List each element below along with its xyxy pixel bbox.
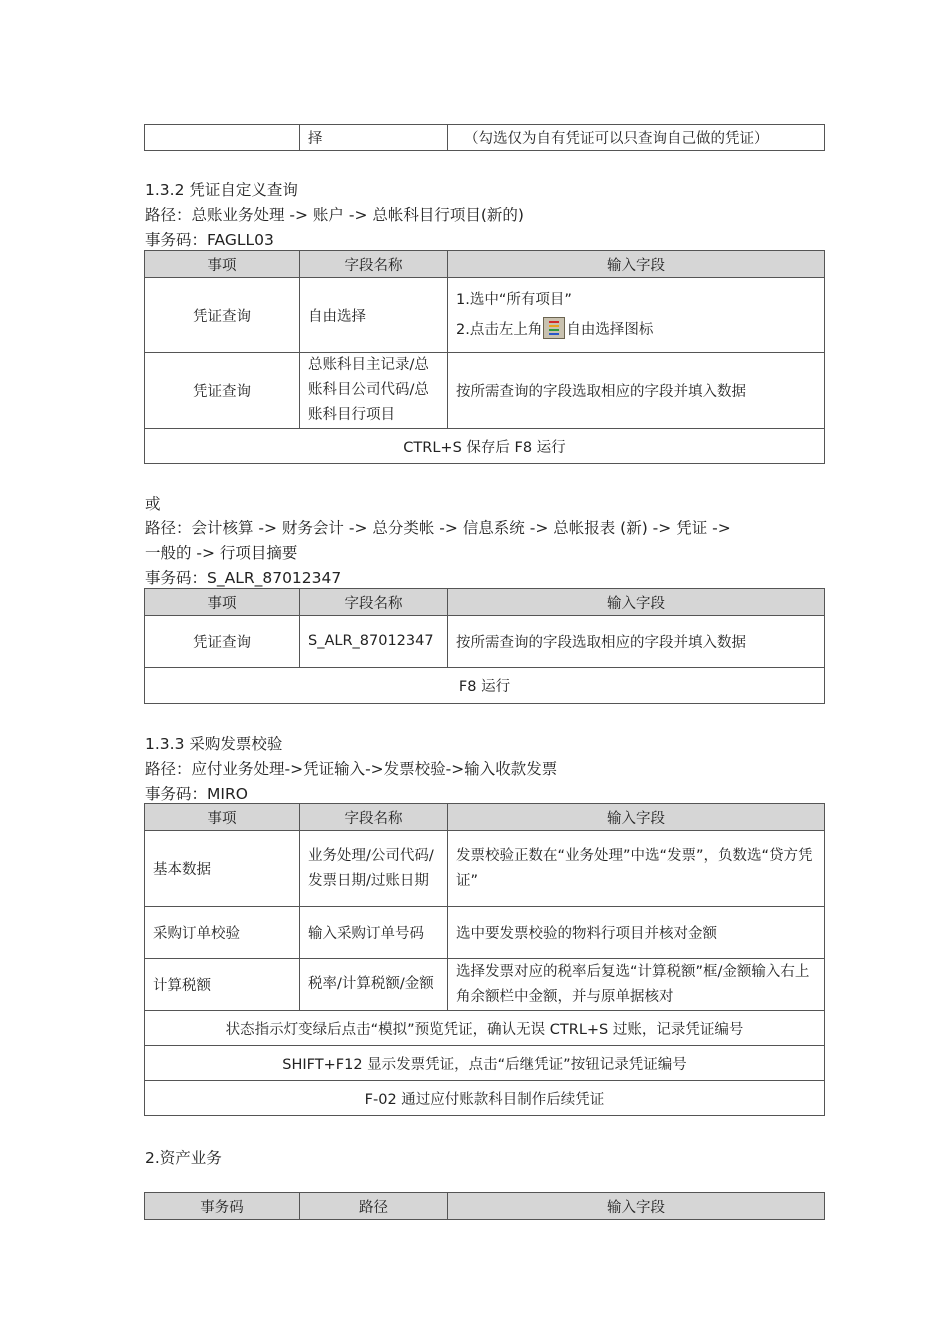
cell-field: 总账科目主记录/总账科目公司代码/总账科目行项目 bbox=[300, 353, 448, 429]
cell-input: 按所需查询的字段选取相应的字段并填入数据 bbox=[448, 353, 825, 429]
header-input: 输入字段 bbox=[448, 804, 825, 831]
table-note-row bbox=[145, 1081, 825, 1116]
table-note-row bbox=[145, 1046, 825, 1081]
section-heading-2: 2.资产业务 bbox=[145, 1149, 222, 1167]
input-line-2-prefix: 2.点击左上角 bbox=[456, 321, 543, 338]
cell-item: 凭证查询 bbox=[145, 353, 300, 429]
cell-item: 计算税额 bbox=[145, 959, 300, 1011]
cell-field: 税率/计算税额/金额 bbox=[300, 959, 448, 1011]
top-cell-input: （勾选仅为自有凭证可以只查询自己做的凭证） bbox=[448, 125, 825, 151]
table-alt bbox=[144, 588, 825, 704]
section-heading-1-3-3: 1.3.3 采购发票校验 bbox=[145, 735, 283, 753]
header-tcode: 事务码 bbox=[145, 1193, 300, 1220]
tcode-text: 事务码：FAGLL03 bbox=[145, 231, 274, 249]
table-row bbox=[145, 831, 825, 907]
cell-field: 自由选择 bbox=[300, 278, 448, 353]
note-text: 状态指示灯变绿后点击“模拟”预览凭证，确认无误 CTRL+S 过账，记录凭证编号 bbox=[145, 1011, 825, 1046]
free-selection-icon bbox=[543, 317, 565, 339]
path-text: 路径：应付业务处理->凭证输入->发票校验->输入收款发票 bbox=[145, 760, 558, 778]
header-item: 事项 bbox=[145, 589, 300, 616]
table-1-3-3 bbox=[144, 803, 825, 1116]
input-line-1: 1.选中“所有项目” bbox=[456, 291, 572, 308]
cell-input bbox=[448, 278, 825, 353]
path-text: 路径：总账业务处理 -> 账户 -> 总帐科目行项目(新的) bbox=[145, 206, 524, 224]
header-item: 事项 bbox=[145, 251, 300, 278]
cell-item: 凭证查询 bbox=[145, 616, 300, 668]
note-text: SHIFT+F12 显示发票凭证，点击“后继凭证”按钮记录凭证编号 bbox=[145, 1046, 825, 1081]
table-1-3-2 bbox=[144, 250, 825, 464]
cell-field: 业务处理/公司代码/发票日期/过账日期 bbox=[300, 831, 448, 907]
table-row bbox=[145, 907, 825, 959]
table-note-row bbox=[145, 1011, 825, 1046]
cell-input: 选中要发票校验的物料行项目并核对金额 bbox=[448, 907, 825, 959]
cell-input: 选择发票对应的税率后复选“计算税额”框/金额输入右上角余额栏中金额，并与原单据核对 bbox=[448, 959, 825, 1011]
path-text-cont: 一般的 -> 行项目摘要 bbox=[145, 544, 298, 562]
input-line-2 bbox=[456, 317, 816, 343]
cell-field: 输入采购订单号码 bbox=[300, 907, 448, 959]
cell-item: 基本数据 bbox=[145, 831, 300, 907]
section-heading-1-3-2: 1.3.2 凭证自定义查询 bbox=[145, 181, 298, 199]
cell-field: S_ALR_87012347 bbox=[300, 616, 448, 668]
header-field: 字段名称 bbox=[300, 804, 448, 831]
cell-input: 按所需查询的字段选取相应的字段并填入数据 bbox=[448, 616, 825, 668]
header-path: 路径 bbox=[300, 1193, 448, 1220]
header-item: 事项 bbox=[145, 804, 300, 831]
table-footer-row bbox=[145, 429, 825, 464]
table-footer-row bbox=[145, 668, 825, 704]
cell-item: 凭证查询 bbox=[145, 278, 300, 353]
cell-item: 采购订单校验 bbox=[145, 907, 300, 959]
header-field: 字段名称 bbox=[300, 589, 448, 616]
table-row bbox=[145, 278, 825, 353]
header-field: 字段名称 bbox=[300, 251, 448, 278]
path-text: 路径：会计核算 -> 财务会计 -> 总分类帐 -> 信息系统 -> 总帐报表 (新) -> 凭证 -> bbox=[145, 519, 731, 537]
header-input: 输入字段 bbox=[448, 1193, 825, 1220]
header-input: 输入字段 bbox=[448, 251, 825, 278]
top-cell-empty bbox=[145, 125, 300, 151]
table-row bbox=[145, 959, 825, 1011]
footer-note: F8 运行 bbox=[145, 668, 825, 704]
top-table bbox=[144, 124, 825, 151]
table-row bbox=[145, 616, 825, 668]
header-input: 输入字段 bbox=[448, 589, 825, 616]
or-text: 或 bbox=[145, 495, 161, 513]
tcode-text: 事务码：S_ALR_87012347 bbox=[145, 569, 342, 587]
input-line-2-suffix: 自由选择图标 bbox=[566, 321, 654, 338]
table-row bbox=[145, 353, 825, 429]
tcode-text: 事务码：MIRO bbox=[145, 785, 248, 803]
note-text: F-02 通过应付账款科目制作后续凭证 bbox=[145, 1081, 825, 1116]
top-cell-field: 择 bbox=[300, 125, 448, 151]
table-2 bbox=[144, 1192, 825, 1220]
footer-note: CTRL+S 保存后 F8 运行 bbox=[145, 429, 825, 464]
cell-input: 发票校验正数在“业务处理”中选“发票”，负数选“贷方凭证” bbox=[448, 831, 825, 907]
